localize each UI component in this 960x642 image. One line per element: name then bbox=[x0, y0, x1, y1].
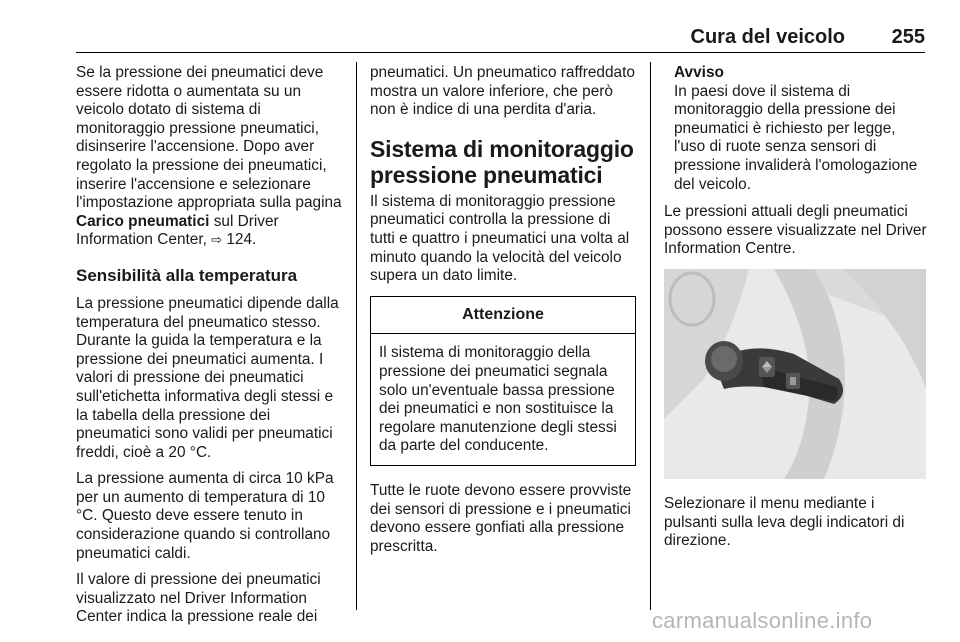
paragraph: pneumatici. Un pneumatico raffreddato mostra un valore inferiore, che però non è indice di una perdita d'aria. bbox=[370, 64, 635, 119]
paragraph: Tutte le ruote devono essere provviste dei sensori di pressione e i pneumatici devono essere gonfiati alla pressione prescritta. bbox=[370, 481, 632, 555]
paragraph: La pressione aumenta di circa 10 kPa per un aumento di temperatura di 10 °C. Questo deve essere tenuto in considerazione quando si controllano pneumatici caldi. bbox=[76, 470, 334, 562]
note-box bbox=[664, 64, 928, 194]
column-1 bbox=[76, 64, 348, 635]
subheading: Sensibilità alla temperatura bbox=[76, 265, 298, 285]
column-divider bbox=[356, 62, 357, 610]
paragraph: Se la pressione dei pneumatici deve essere ridotta o aumentata su un veicolo dotato di sistema di monitoraggio pressione pneumatici, disinserire l'accensione. Dopo aver regolato la pressione dei pneumatici, inserire l'accensione e selezionare l'impostazione appropriata sulla pagina Carico pneumatici sul Driver Information Center, ⇨ 124. bbox=[76, 64, 342, 249]
section-title: Cura del veicolo bbox=[690, 26, 845, 48]
paragraph: La pressione pneumatici dipende dalla temperatura del pneumatico stesso. Durante la guida la temperatura e la pressione dei pneumatici aumenta. I valori di pressione dei pneumatici sull'etichetta informativa degli stessi e la tabella della pressione dei pneumatici sono validi per pneumatici freddi, cioè a 20 °C. bbox=[76, 294, 339, 461]
lever-illustration bbox=[664, 269, 926, 479]
note-text: In paesi dove il sistema di monitoraggio della pressione dei pneumatici è richiesto per legge, l'uso di ruote senza sensori di pressione invaliderà l'omologazione del veicolo. bbox=[674, 82, 918, 193]
column-2 bbox=[370, 64, 636, 564]
turn-signal-lever-photo bbox=[664, 269, 926, 479]
page-header bbox=[76, 24, 925, 53]
paragraph: Le pressioni attuali degli pneumatici possono essere visualizzate nel Driver Information Centre. bbox=[664, 203, 927, 258]
column-divider bbox=[650, 62, 651, 610]
page-reference[interactable]: 124. bbox=[222, 231, 257, 249]
paragraph: Il sistema di monitoraggio pressione pneumatici controlla la pressione di tutti e quattro i pneumatici una volta al minuto quando la velocità del veicolo supera un dato limite. bbox=[370, 192, 630, 285]
warning-box bbox=[370, 296, 636, 466]
note-title: Avviso bbox=[674, 64, 724, 81]
paragraph: Il valore di pressione dei pneumatici visualizzato nel Driver Information Center indica la pressione reale dei bbox=[76, 571, 321, 626]
bold-term: Carico pneumatici bbox=[76, 212, 210, 230]
watermark-text: carmanualsonline.info bbox=[652, 608, 873, 633]
warning-text: Il sistema di monitoraggio della pressione dei pneumatici segnala solo un'eventuale bassa pressione dei pneumatici e non sostituisce la regolare manutenzione degli stessi da parte del conducente. bbox=[379, 344, 617, 455]
column-3 bbox=[664, 64, 928, 559]
warning-title: Attenzione bbox=[371, 297, 635, 335]
page-reference-icon: ⇨ bbox=[211, 232, 223, 248]
page-number: 255 bbox=[891, 26, 925, 48]
section-heading: Sistema di monitoraggio pressione pneumatici bbox=[370, 135, 634, 188]
paragraph: Selezionare il menu mediante i pulsanti sulla leva degli indicatori di direzione. bbox=[664, 494, 905, 550]
